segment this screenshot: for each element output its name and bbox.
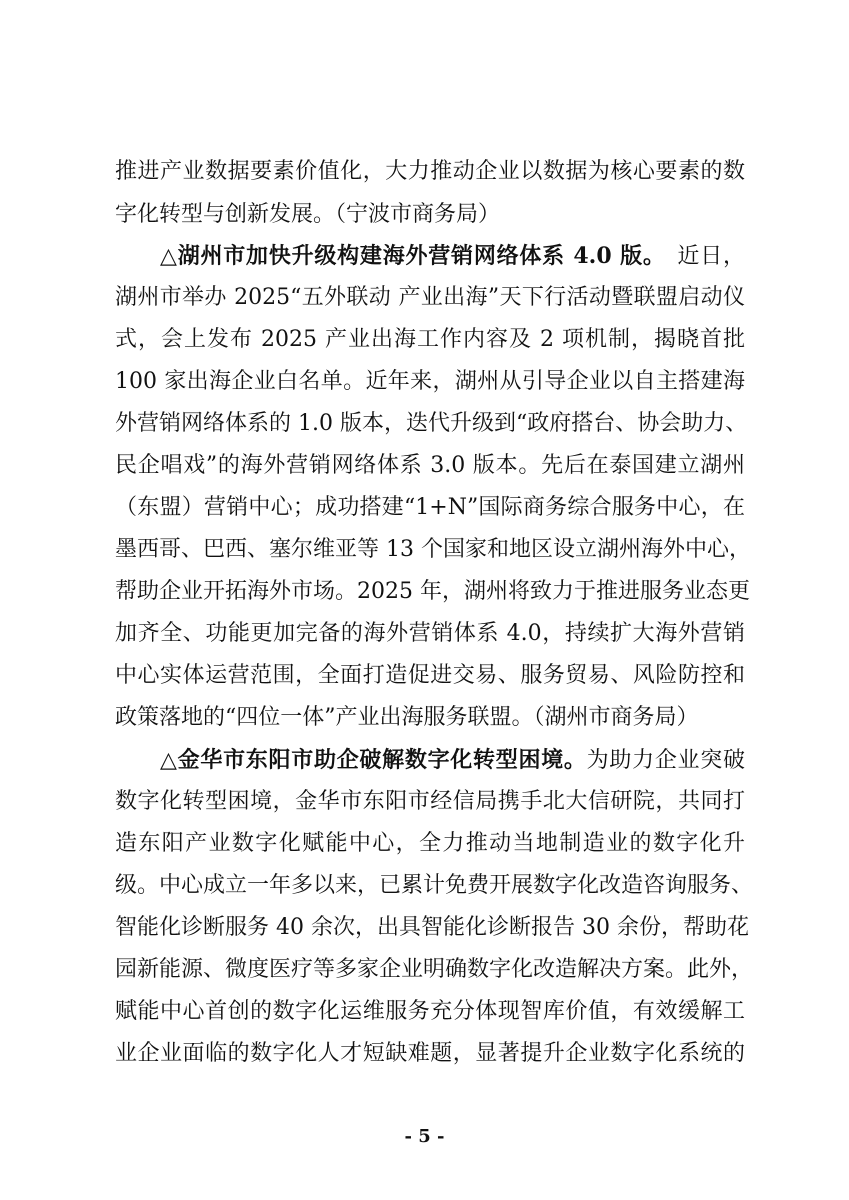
paragraph2-line-4: 外营销网络体系的 1.0 版本，迭代升级到“政府搭台、协会助力、 — [115, 411, 748, 436]
paragraph3-heading: △金华市东阳市助企破解数字化转型困境。 — [160, 747, 587, 773]
paragraph2-first-line-text: 近日， — [677, 244, 745, 269]
paragraph1-line-2: 字化转型与创新发展。（宁波市商务局） — [115, 202, 501, 227]
paragraph2-line-11: 政策落地的“四位一体”产业出海服务联盟。（湖州市商务局） — [115, 705, 699, 730]
paragraph3-line-2: 造东阳产业数字化赋能中心，全力推动当地制造业的数字化升 — [115, 831, 745, 856]
paragraph2-line-7: 墨西哥、巴西、塞尔维亚等 13 个国家和地区设立湖州海外中心， — [115, 537, 751, 562]
paragraph3-first-line — [160, 745, 745, 776]
paragraph2-first-line — [160, 241, 745, 272]
paragraph3-line-7: 业企业面临的数字化人才短缺难题，显著提升企业数字化系统的 — [115, 1041, 745, 1066]
paragraph3-line-5: 园新能源、微度医疗等多家企业明确数字化改造解决方案。此外， — [115, 957, 754, 982]
paragraph2-line-2: 式，会上发布 2025 产业出海工作内容及 2 项机制，揭晓首批 — [115, 327, 745, 352]
paragraph2-line-5: 民企唱戏”的海外营销网络体系 3.0 版本。先后在泰国建立湖州 — [115, 453, 745, 478]
paragraph1-line-1: 推进产业数据要素价值化，大力推动企业以数据为核心要素的数 — [115, 159, 745, 184]
paragraph3-line-3: 级。中心成立一年多以来，已累计免费开展数字化改造咨询服务、 — [115, 873, 754, 898]
paragraph3-line-6: 赋能中心首创的数字化运维服务充分体现智库价值，有效缓解工 — [115, 999, 745, 1024]
paragraph2-line-6: （东盟）营销中心；成功搭建“1+N”国际商务综合服务中心，在 — [115, 495, 745, 520]
paragraph3-line-4: 智能化诊断服务 40 余次，出具智能化诊断报告 30 余份，帮助花 — [115, 915, 749, 940]
paragraph2-line-10: 中心实体运营范围，全面打造促进交易、服务贸易、风险防控和 — [115, 663, 745, 688]
paragraph2-line-8: 帮助企业开拓海外市场。2025 年，湖州将致力于推进服务业态更 — [115, 579, 750, 604]
paragraph3-first-line-text: 为助力企业突破 — [586, 748, 745, 773]
page-number: - 5 - — [404, 1126, 445, 1147]
paragraph2-heading: △湖州市加快升级构建海外营销网络体系 4.0 版。 — [160, 243, 655, 269]
paragraph2-line-3: 100 家出海企业白名单。近年来，湖州从引导企业以自主搭建海 — [115, 369, 745, 394]
paragraph2-line-1: 湖州市举办 2025“五外联动 产业出海”天下行活动暨联盟启动仪 — [115, 285, 745, 310]
paragraph3-line-1: 数字化转型困境，金华市东阳市经信局携手北大信研院，共同打 — [115, 789, 745, 814]
paragraph2-line-9: 加齐全、功能更加完备的海外营销体系 4.0，持续扩大海外营销 — [115, 621, 745, 646]
